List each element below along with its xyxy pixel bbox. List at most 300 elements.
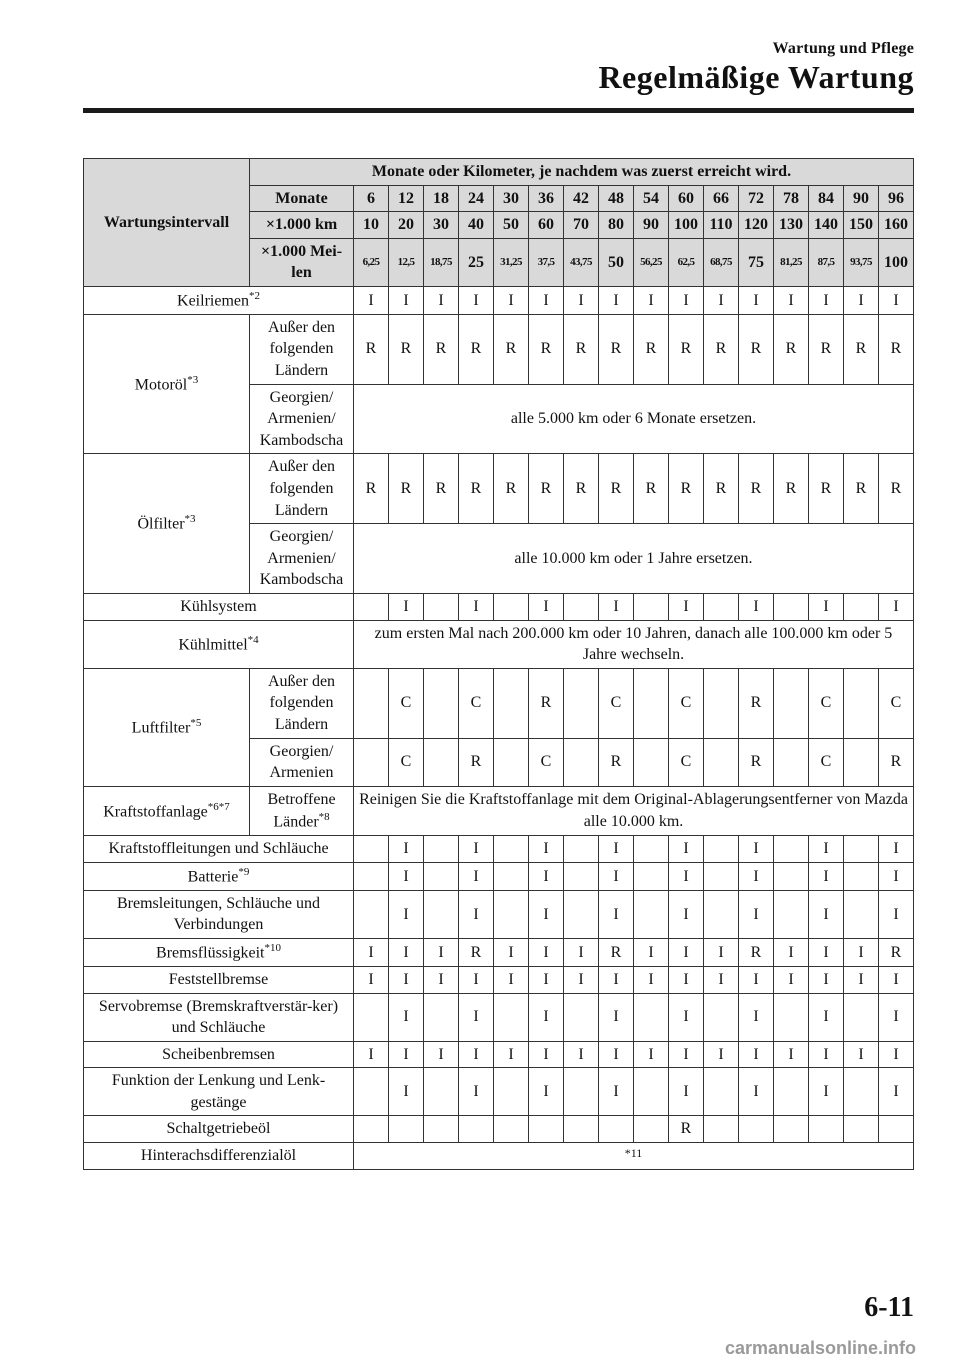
interval-cell: I xyxy=(529,890,564,938)
interval-cell: C xyxy=(879,668,914,738)
interval-cell xyxy=(879,1116,914,1143)
interval-cell: I xyxy=(494,1041,529,1068)
item-label-schaltgetriebe xyxy=(84,1116,354,1143)
interval-cell xyxy=(634,890,669,938)
interval-cell xyxy=(844,862,879,890)
header-miles-cell: 93,75 xyxy=(844,238,879,286)
item-label-text: Luftfilter xyxy=(131,719,191,737)
interval-cell: R xyxy=(669,454,704,524)
item-label-oelfilter xyxy=(84,454,250,594)
watermark: carmanualsonline.info xyxy=(724,1338,916,1358)
interval-cell xyxy=(704,836,739,863)
interval-cell: R xyxy=(704,314,739,384)
interval-cell xyxy=(354,594,389,621)
header-miles-cell: 62,5 xyxy=(669,238,704,286)
item-label-text: Hinterachsdifferenzialöl xyxy=(140,1147,297,1165)
table-row xyxy=(84,836,914,863)
header-miles-cell: 81,25 xyxy=(774,238,809,286)
interval-cell xyxy=(424,594,459,621)
footnote-ref: *3 xyxy=(187,373,199,386)
interval-cell: I xyxy=(879,836,914,863)
interval-cell xyxy=(564,836,599,863)
interval-cell: R xyxy=(774,454,809,524)
maintenance-schedule-table xyxy=(83,158,914,1170)
item-label-kuehlmittel xyxy=(84,620,354,668)
interval-cell: C xyxy=(669,738,704,786)
item-label-text: Funktion der Lenkung und Lenk-gestänge xyxy=(111,1072,326,1111)
interval-cell xyxy=(424,738,459,786)
interval-cell: I xyxy=(739,993,774,1041)
interval-cell: I xyxy=(354,1041,389,1068)
interval-cell: C xyxy=(459,668,494,738)
interval-cell: I xyxy=(529,286,564,314)
interval-cell: I xyxy=(529,993,564,1041)
interval-cell xyxy=(704,1068,739,1116)
note-cell: Reinigen Sie die Kraftstoffanlage mit dem Original-Ablagerungsentferner von Mazda alle 10.000 km. xyxy=(354,786,914,836)
unit-label-miles: ×1.000 Mei-len xyxy=(250,238,354,286)
interval-cell xyxy=(354,890,389,938)
sub-label xyxy=(250,786,354,836)
item-label-text: Kühlsystem xyxy=(180,598,257,616)
item-label-text: Scheibenbremsen xyxy=(162,1045,275,1063)
table-row xyxy=(84,594,914,621)
corner-header: Wartungsintervall xyxy=(84,159,250,287)
footnote-ref: *6*7 xyxy=(207,800,230,813)
interval-cell: I xyxy=(739,594,774,621)
interval-cell xyxy=(494,668,529,738)
interval-cell: I xyxy=(389,993,424,1041)
page-number: 6-11 xyxy=(864,1292,914,1323)
interval-cell: I xyxy=(879,966,914,993)
header-miles-cell: 75 xyxy=(739,238,774,286)
interval-cell: I xyxy=(459,966,494,993)
interval-cell: I xyxy=(599,890,634,938)
interval-cell xyxy=(494,738,529,786)
interval-cell: I xyxy=(739,862,774,890)
header-miles-cell: 43,75 xyxy=(564,238,599,286)
table-row xyxy=(84,938,914,966)
interval-cell: R xyxy=(354,314,389,384)
header-km-cell: 30 xyxy=(424,212,459,239)
interval-cell: R xyxy=(739,454,774,524)
interval-cell xyxy=(564,862,599,890)
interval-cell: I xyxy=(459,1041,494,1068)
interval-cell: I xyxy=(669,938,704,966)
interval-cell xyxy=(354,738,389,786)
header-km-cell: 60 xyxy=(529,212,564,239)
interval-cell: I xyxy=(809,993,844,1041)
sub-label xyxy=(250,738,354,786)
interval-cell: R xyxy=(354,454,389,524)
interval-cell xyxy=(739,1116,774,1143)
interval-cell: I xyxy=(774,1041,809,1068)
interval-cell xyxy=(424,836,459,863)
header-km-cell: 20 xyxy=(389,212,424,239)
table-row xyxy=(84,454,914,524)
interval-cell xyxy=(494,594,529,621)
interval-cell: I xyxy=(809,1041,844,1068)
interval-cell xyxy=(844,1116,879,1143)
header-months-cell: 30 xyxy=(494,185,529,212)
interval-cell xyxy=(354,836,389,863)
interval-cell: I xyxy=(494,966,529,993)
interval-cell: I xyxy=(879,862,914,890)
interval-cell: I xyxy=(424,1041,459,1068)
interval-cell: R xyxy=(879,738,914,786)
footnote-ref: *9 xyxy=(238,865,250,878)
interval-cell: I xyxy=(389,1041,424,1068)
footnote-ref: *5 xyxy=(190,716,202,729)
item-label-luftfilter xyxy=(84,668,250,786)
interval-cell: I xyxy=(669,1068,704,1116)
interval-cell xyxy=(774,890,809,938)
interval-cell xyxy=(494,993,529,1041)
item-label-text: Servobremse (Bremskraftverstär-ker) und Schläuche xyxy=(98,997,339,1037)
interval-cell: I xyxy=(529,1041,564,1068)
interval-cell xyxy=(459,1116,494,1143)
interval-cell: I xyxy=(494,286,529,314)
item-label-hinterachs xyxy=(84,1143,354,1170)
interval-cell: I xyxy=(529,938,564,966)
header-miles-cell: 31,25 xyxy=(494,238,529,286)
interval-cell xyxy=(424,993,459,1041)
interval-cell: R xyxy=(879,454,914,524)
interval-cell: R xyxy=(459,314,494,384)
interval-cell xyxy=(704,993,739,1041)
header-miles-cell: 68,75 xyxy=(704,238,739,286)
item-label-text: Bremsflüssigkeit xyxy=(156,944,265,962)
interval-cell: I xyxy=(389,836,424,863)
interval-cell: I xyxy=(459,890,494,938)
interval-cell xyxy=(704,594,739,621)
interval-cell xyxy=(529,1116,564,1143)
interval-cell: I xyxy=(844,1041,879,1068)
interval-cell xyxy=(634,668,669,738)
header-months-cell: 66 xyxy=(704,185,739,212)
interval-cell: I xyxy=(389,286,424,314)
interval-cell: R xyxy=(634,454,669,524)
interval-cell xyxy=(704,890,739,938)
interval-cell: I xyxy=(879,594,914,621)
interval-cell: I xyxy=(599,993,634,1041)
interval-cell: I xyxy=(459,1068,494,1116)
header-months-cell: 18 xyxy=(424,185,459,212)
header-months-cell: 60 xyxy=(669,185,704,212)
interval-cell: R xyxy=(704,454,739,524)
interval-cell: I xyxy=(809,938,844,966)
sub-label xyxy=(250,454,354,524)
item-label-servobremse xyxy=(84,993,354,1041)
interval-cell xyxy=(844,890,879,938)
item-label-text: Bremsleitungen, Schläuche und Verbindungen xyxy=(116,894,321,934)
interval-cell: I xyxy=(774,966,809,993)
header-miles-cell: 12,5 xyxy=(389,238,424,286)
interval-cell: I xyxy=(634,1041,669,1068)
interval-cell xyxy=(564,738,599,786)
header-km-cell: 160 xyxy=(879,212,914,239)
table-row xyxy=(84,159,914,186)
table-row xyxy=(84,1116,914,1143)
sub-label xyxy=(250,668,354,738)
interval-cell xyxy=(844,1068,879,1116)
interval-cell: I xyxy=(739,890,774,938)
interval-cell: R xyxy=(424,454,459,524)
interval-cell: R xyxy=(739,938,774,966)
interval-cell: I xyxy=(634,938,669,966)
note-cell: *11 xyxy=(354,1143,914,1170)
item-label-text: Kraftstoffanlage xyxy=(103,802,208,820)
interval-cell: I xyxy=(599,286,634,314)
interval-cell: I xyxy=(669,966,704,993)
interval-cell: I xyxy=(599,1041,634,1068)
header-months-cell: 36 xyxy=(529,185,564,212)
interval-cell: I xyxy=(529,966,564,993)
interval-cell: C xyxy=(389,668,424,738)
interval-cell: R xyxy=(669,314,704,384)
header-months-cell: 24 xyxy=(459,185,494,212)
header-months-cell: 90 xyxy=(844,185,879,212)
interval-cell xyxy=(809,1116,844,1143)
interval-cell: I xyxy=(774,938,809,966)
interval-cell: I xyxy=(669,993,704,1041)
interval-cell: I xyxy=(704,938,739,966)
interval-cell: I xyxy=(809,286,844,314)
header-months-cell: 72 xyxy=(739,185,774,212)
interval-cell: R xyxy=(739,314,774,384)
interval-cell: R xyxy=(564,314,599,384)
interval-cell: R xyxy=(774,314,809,384)
header-km-cell: 140 xyxy=(809,212,844,239)
interval-cell: I xyxy=(739,1068,774,1116)
interval-cell: I xyxy=(669,890,704,938)
table-row xyxy=(84,890,914,938)
header-km-cell: 100 xyxy=(669,212,704,239)
header-months-cell: 78 xyxy=(774,185,809,212)
table-row xyxy=(84,1143,914,1170)
interval-cell: I xyxy=(809,862,844,890)
interval-cell: I xyxy=(599,594,634,621)
interval-cell: I xyxy=(389,862,424,890)
item-label-text: Ölfilter xyxy=(137,515,185,533)
interval-cell: R xyxy=(459,938,494,966)
sub-label-text: Georgien/ Armenien/ Kambodscha xyxy=(259,388,344,449)
item-label-text: Kraftstoffleitungen und Schläuche xyxy=(108,840,329,858)
interval-cell xyxy=(424,1068,459,1116)
header-km-cell: 90 xyxy=(634,212,669,239)
header-months-cell: 84 xyxy=(809,185,844,212)
item-label-motoroel xyxy=(84,314,250,454)
footnote-ref: *3 xyxy=(184,513,196,526)
interval-cell: R xyxy=(459,738,494,786)
interval-caption: Monate oder Kilometer, je nachdem was zuerst erreicht wird. xyxy=(250,159,914,186)
interval-cell: I xyxy=(459,286,494,314)
header-months-cell: 96 xyxy=(879,185,914,212)
interval-cell: R xyxy=(389,314,424,384)
interval-cell xyxy=(354,862,389,890)
unit-label-km: ×1.000 km xyxy=(250,212,354,239)
item-label-text: Motoröl xyxy=(134,376,188,394)
header-miles-cell: 18,75 xyxy=(424,238,459,286)
interval-cell xyxy=(564,890,599,938)
item-label-text: Schaltgetriebeöl xyxy=(166,1120,271,1138)
header-miles-cell: 6,25 xyxy=(354,238,389,286)
interval-cell: R xyxy=(424,314,459,384)
header-rule xyxy=(83,108,914,113)
interval-cell: C xyxy=(599,668,634,738)
header-km-cell: 10 xyxy=(354,212,389,239)
interval-cell: I xyxy=(564,286,599,314)
item-label-kuehlsystem xyxy=(84,594,354,621)
interval-cell: I xyxy=(879,993,914,1041)
interval-cell xyxy=(599,1116,634,1143)
interval-cell: I xyxy=(529,836,564,863)
table-row xyxy=(84,620,914,668)
interval-cell xyxy=(774,993,809,1041)
item-label-bremsfluessigkeit xyxy=(84,938,354,966)
interval-cell xyxy=(634,594,669,621)
interval-cell: I xyxy=(739,286,774,314)
interval-cell xyxy=(704,738,739,786)
table-row xyxy=(84,786,914,836)
interval-cell: I xyxy=(599,1068,634,1116)
interval-cell xyxy=(844,836,879,863)
interval-cell: R xyxy=(739,668,774,738)
interval-cell: I xyxy=(354,286,389,314)
interval-cell: I xyxy=(669,862,704,890)
header-months-cell: 12 xyxy=(389,185,424,212)
interval-cell: I xyxy=(529,594,564,621)
interval-cell xyxy=(774,862,809,890)
interval-cell: I xyxy=(459,862,494,890)
interval-cell xyxy=(354,1068,389,1116)
header-months-cell: 6 xyxy=(354,185,389,212)
interval-cell xyxy=(424,890,459,938)
interval-cell xyxy=(494,1068,529,1116)
interval-cell: I xyxy=(424,938,459,966)
interval-cell: I xyxy=(669,836,704,863)
interval-cell xyxy=(354,993,389,1041)
page-title: Regelmäßige Wartung xyxy=(598,59,914,95)
interval-cell: R xyxy=(599,314,634,384)
interval-cell: C xyxy=(529,738,564,786)
interval-cell: I xyxy=(389,890,424,938)
interval-cell: I xyxy=(844,966,879,993)
interval-cell: C xyxy=(809,668,844,738)
interval-cell: I xyxy=(879,286,914,314)
note-cell: alle 10.000 km oder 1 Jahre ersetzen. xyxy=(354,524,914,594)
footnote-ref: *2 xyxy=(248,289,260,302)
interval-cell xyxy=(774,668,809,738)
interval-cell: I xyxy=(669,286,704,314)
interval-cell: R xyxy=(599,738,634,786)
interval-cell: R xyxy=(599,454,634,524)
interval-cell xyxy=(564,1116,599,1143)
interval-cell: I xyxy=(704,1041,739,1068)
footnote-ref: *10 xyxy=(264,941,281,954)
item-label-leitungen xyxy=(84,836,354,863)
header-miles-cell: 50 xyxy=(599,238,634,286)
item-label-bremsleitungen xyxy=(84,890,354,938)
table-row xyxy=(84,1068,914,1116)
interval-cell xyxy=(704,1116,739,1143)
interval-cell xyxy=(844,668,879,738)
header-months-cell: 48 xyxy=(599,185,634,212)
header-km-cell: 130 xyxy=(774,212,809,239)
interval-cell: I xyxy=(879,1041,914,1068)
interval-cell: I xyxy=(809,1068,844,1116)
header-km-cell: 70 xyxy=(564,212,599,239)
interval-cell: I xyxy=(424,286,459,314)
interval-cell: I xyxy=(459,836,494,863)
interval-cell: I xyxy=(354,966,389,993)
interval-cell: R xyxy=(529,668,564,738)
interval-cell: I xyxy=(564,938,599,966)
sub-label-text: Betroffene Länder xyxy=(267,790,336,831)
interval-cell xyxy=(564,993,599,1041)
interval-cell: I xyxy=(389,594,424,621)
interval-cell: I xyxy=(599,966,634,993)
interval-cell: I xyxy=(564,966,599,993)
interval-cell: I xyxy=(704,286,739,314)
item-label-keilriemen xyxy=(84,286,354,314)
table-row xyxy=(84,993,914,1041)
interval-cell: R xyxy=(809,454,844,524)
interval-cell xyxy=(494,836,529,863)
header-km-cell: 110 xyxy=(704,212,739,239)
page-header xyxy=(598,40,914,96)
header-miles-cell: 25 xyxy=(459,238,494,286)
interval-cell xyxy=(774,594,809,621)
interval-cell: R xyxy=(529,314,564,384)
interval-cell: R xyxy=(844,454,879,524)
interval-cell: I xyxy=(634,286,669,314)
interval-cell: I xyxy=(599,862,634,890)
interval-cell: I xyxy=(809,966,844,993)
interval-cell: I xyxy=(389,1068,424,1116)
interval-cell xyxy=(634,862,669,890)
interval-cell: I xyxy=(599,836,634,863)
interval-cell: I xyxy=(459,993,494,1041)
interval-cell xyxy=(424,862,459,890)
item-label-feststellbremse xyxy=(84,966,354,993)
interval-cell xyxy=(564,594,599,621)
sub-label-text: Georgien/ Armenien/ Kambodscha xyxy=(259,528,344,589)
interval-cell: R xyxy=(669,1116,704,1143)
interval-cell xyxy=(494,1116,529,1143)
header-km-cell: 80 xyxy=(599,212,634,239)
interval-cell: R xyxy=(844,314,879,384)
interval-cell xyxy=(564,668,599,738)
interval-cell: C xyxy=(389,738,424,786)
note-cell: alle 5.000 km oder 6 Monate ersetzen. xyxy=(354,384,914,454)
interval-cell xyxy=(774,738,809,786)
header-months-cell: 54 xyxy=(634,185,669,212)
interval-cell: I xyxy=(739,1041,774,1068)
interval-cell: R xyxy=(879,314,914,384)
interval-cell: R xyxy=(599,938,634,966)
header-km-cell: 120 xyxy=(739,212,774,239)
interval-cell: R xyxy=(494,454,529,524)
interval-cell xyxy=(844,594,879,621)
sub-label xyxy=(250,524,354,594)
interval-cell: I xyxy=(389,966,424,993)
interval-cell: I xyxy=(809,890,844,938)
interval-cell: I xyxy=(529,1068,564,1116)
interval-cell xyxy=(494,862,529,890)
interval-cell: I xyxy=(669,1041,704,1068)
interval-cell xyxy=(774,1068,809,1116)
interval-cell xyxy=(704,862,739,890)
